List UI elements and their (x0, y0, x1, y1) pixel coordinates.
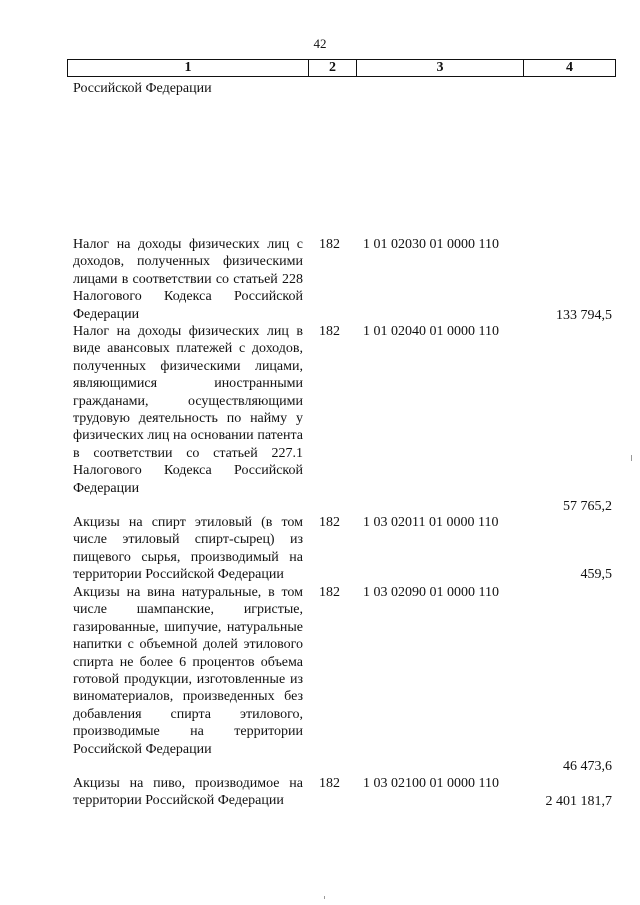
page-number: 42 (313, 36, 327, 51)
scan-mark (631, 455, 632, 461)
header-column-4: 4 (566, 60, 573, 75)
header-column-1: 1 (68, 60, 309, 76)
row-description: Акцизы на спирт этиловый (в том числе этиловый спирт-сырец) из пищевого сырья, производимый на территории Российской Федерации (73, 515, 303, 583)
row-description: Налог на доходы физических лиц в виде авансовых платежей с доходов, полученных физическими лицами, являющимися иностранными гражданами, осуществляющими трудовую деятельность по найму у физических лиц на основании патента в соответствии со статьей 227.1 Налогового Кодекса Российской Федерации (73, 324, 303, 496)
row-amount: 46 473,6 (563, 759, 612, 774)
row-amount: 2 401 181,7 (545, 794, 612, 809)
row-kbk: 1 01 02040 01 0000 110 (363, 324, 499, 339)
row-code: 182 (319, 776, 340, 791)
table-header (67, 59, 616, 77)
row-amount: 57 765,2 (563, 499, 612, 514)
header-column-3: 3 (357, 60, 524, 76)
row-amount: 133 794,5 (556, 308, 612, 323)
row-kbk: 1 03 02090 01 0000 110 (363, 585, 499, 600)
row-code: 182 (319, 237, 340, 252)
header-column-2: 2 (309, 60, 357, 76)
row-amount: 459,5 (580, 567, 612, 582)
row-kbk: 1 01 02030 01 0000 110 (363, 237, 499, 252)
row-code: 182 (319, 585, 340, 600)
scan-mark (324, 896, 325, 899)
carryover-text: Российской Федерации (73, 81, 212, 96)
row-description: Акцизы на вина натуральные, в том числе шампанские, игристые, газированные, шипучие, натуральные напитки с объемной долей этилового спирта не более 6 процентов объема готовой продукции, изготовленные из виноматериалов, произведенных без добавления спирта этилового, производимые на территории Российской Федерации (73, 585, 303, 757)
row-kbk: 1 03 02100 01 0000 110 (363, 776, 499, 791)
row-code: 182 (319, 515, 340, 530)
row-kbk: 1 03 02011 01 0000 110 (363, 515, 499, 530)
row-description: Налог на доходы физических лиц с доходов, полученных физическими лицами в соответствии со статьей 228 Налогового Кодекса Российской Федерации (73, 237, 303, 322)
row-code: 182 (319, 324, 340, 339)
row-description: Акцизы на пиво, производимое на территории Российской Федерации (73, 776, 303, 809)
